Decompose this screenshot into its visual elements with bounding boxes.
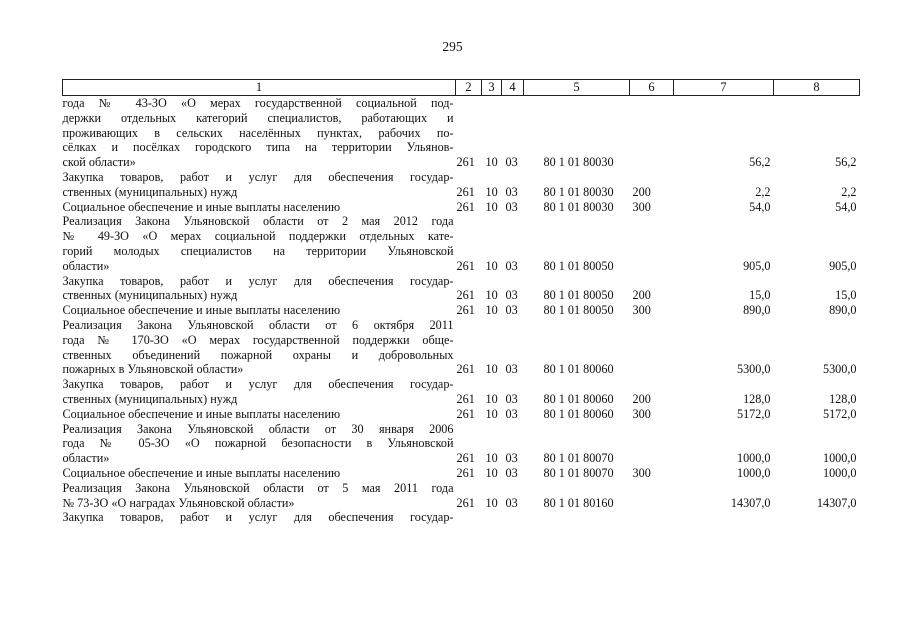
item-name-line: Закупка товаров, работ и услуг для обеспечения государ- [62,377,454,392]
item-name-line: Социальное обеспечение и иные выплаты населению [62,303,341,318]
item-name-cell [63,377,456,407]
table-row [63,377,860,407]
section-cell: 10 [485,391,498,406]
item-name-line: Реализация Закона Ульяновской области от 5 мая 2011 года [62,480,454,495]
section-cell: 10 [485,495,498,510]
amount-col8-cell: 54,0 [835,199,857,214]
expense-type-cell: 200 [632,288,651,303]
expense-type-cell [630,510,674,525]
subsection-cell: 03 [505,465,518,480]
section-cell: 10 [485,155,498,170]
target-article-cell [524,510,630,525]
item-name-line: сёлках и посёлках городского типа на территории Ульянов- [62,140,454,155]
item-name-line: ственных (муниципальных) нужд [62,184,238,199]
expense-type-cell [630,481,674,511]
header-col-1: 1 [63,80,456,96]
target-article-cell: 80 1 01 80060 [543,391,614,406]
admin-code-cell: 261 [456,362,475,377]
target-article-cell: 80 1 01 80050 [543,288,614,303]
expense-type-cell: 200 [632,184,651,199]
subsection-cell: 03 [505,391,518,406]
expense-type-cell: 300 [632,406,651,421]
target-article-cell: 80 1 01 80050 [543,258,614,273]
amount-col7-cell: 2,2 [755,184,771,199]
admin-code-cell: 261 [456,303,475,318]
header-col-7: 7 [674,80,774,96]
expense-type-cell [630,214,674,273]
item-name-line: Социальное обеспечение и иные выплаты населению [62,406,341,421]
header-col-8: 8 [774,80,860,96]
item-name-line: года № 43-ЗО «О мерах государственной социальной под- [62,96,454,110]
amount-col7-cell [674,510,774,525]
subsection-cell: 03 [505,155,518,170]
table-row [63,200,860,215]
admin-code-cell: 261 [456,288,475,303]
item-name-line: Социальное обеспечение и иные выплаты населению [62,465,341,480]
admin-code-cell: 261 [456,495,475,510]
item-name-line: ственных (муниципальных) нужд [62,288,238,303]
target-article-cell: 80 1 01 80030 [543,184,614,199]
amount-col8-cell: 1000,0 [822,451,857,466]
amount-col7-cell: 1000,0 [736,451,771,466]
item-name-cell [63,422,456,466]
item-name-line: Закупка товаров, работ и услуг для обеспечения государ- [62,273,454,288]
header-row [63,80,860,96]
amount-col8-cell: 890,0 [829,303,857,318]
section-cell: 10 [485,258,498,273]
amount-col7-cell: 15,0 [749,288,771,303]
subsection-cell [502,510,524,525]
amount-col8-cell: 56,2 [835,155,857,170]
admin-code-cell: 261 [456,258,475,273]
item-name-cell [63,170,456,200]
expense-type-cell: 300 [632,465,651,480]
table-header [63,80,860,96]
item-name-cell [63,96,456,170]
section-cell: 10 [485,451,498,466]
item-name-line: Реализация Закона Ульяновской области от 6 октября 2011 [62,317,454,332]
table-row [63,466,860,481]
budget-table [62,79,860,525]
header-col-5: 5 [524,80,630,96]
item-name-line: года № 05-ЗО «О пожарной безопасности в Ульяновской [62,436,454,451]
header-col-3: 3 [482,80,502,96]
item-name-line: пожарных в Ульяновской области» [62,362,244,377]
admin-code-cell: 261 [456,465,475,480]
header-col-2: 2 [456,80,482,96]
amount-col7-cell: 1000,0 [736,465,771,480]
expense-type-cell: 200 [632,391,651,406]
subsection-cell: 03 [505,303,518,318]
item-name-line: области» [62,258,110,273]
expense-type-cell: 300 [632,303,651,318]
item-name-line: Реализация Закона Ульяновской области от 30 января 2006 [62,421,454,436]
table-row [63,407,860,422]
target-article-cell: 80 1 01 80050 [543,303,614,318]
table-row [63,303,860,318]
table-row [63,422,860,466]
section-cell: 10 [485,465,498,480]
amount-col7-cell: 54,0 [749,199,771,214]
item-name-cell [63,274,456,304]
section-cell: 10 [485,362,498,377]
item-name-line: горий молодых специалистов на территории Ульяновской [62,243,454,258]
target-article-cell: 80 1 01 80060 [543,406,614,421]
subsection-cell: 03 [505,362,518,377]
page-number: 295 [442,39,463,54]
expense-type-cell [630,318,674,377]
item-name-cell [63,303,456,318]
item-name-line: года № 170-ЗО «О мерах государственной поддержки обще- [62,332,454,347]
target-article-cell: 80 1 01 80160 [543,495,614,510]
subsection-cell: 03 [505,406,518,421]
item-name-line: № 49-ЗО «О мерах социальной поддержки отдельных кате- [62,229,454,244]
amount-col7-cell: 5300,0 [736,362,771,377]
item-name-line: Социальное обеспечение и иные выплаты населению [62,199,341,214]
item-name-line: ственных объединений пожарной охраны и добровольных [62,347,454,362]
admin-code-cell: 261 [456,451,475,466]
item-name-line: ской области» [62,155,136,170]
amount-col7-cell: 5172,0 [736,406,771,421]
expense-type-cell [630,96,674,170]
item-name-cell [63,481,456,511]
subsection-cell: 03 [505,184,518,199]
amount-col8-cell: 15,0 [835,288,857,303]
target-article-cell: 80 1 01 80060 [543,362,614,377]
target-article-cell: 80 1 01 80030 [543,155,614,170]
item-name-line: держки отдельных категорий специалистов, работающих и [62,110,454,125]
admin-code-cell: 261 [456,184,475,199]
expense-type-cell: 300 [632,199,651,214]
admin-code-cell [456,510,482,525]
amount-col7-cell: 128,0 [743,391,771,406]
target-article-cell: 80 1 01 80070 [543,465,614,480]
header-col-6: 6 [630,80,674,96]
subsection-cell: 03 [505,258,518,273]
section-cell [482,510,502,525]
item-name-cell [63,510,456,525]
admin-code-cell: 261 [456,199,475,214]
item-name-cell [63,214,456,273]
target-article-cell: 80 1 01 80030 [543,199,614,214]
item-name-line: Закупка товаров, работ и услуг для обеспечения государ- [62,510,454,525]
amount-col7-cell: 14307,0 [730,495,771,510]
item-name-line: Закупка товаров, работ и услуг для обеспечения государ- [62,169,454,184]
table-row [63,214,860,273]
amount-col8-cell: 905,0 [829,258,857,273]
admin-code-cell: 261 [456,155,475,170]
subsection-cell: 03 [505,451,518,466]
section-cell: 10 [485,406,498,421]
table-body [63,96,860,526]
item-name-cell [63,466,456,481]
subsection-cell: 03 [505,495,518,510]
amount-col8-cell: 5172,0 [822,406,857,421]
table-row [63,318,860,377]
admin-code-cell: 261 [456,406,475,421]
item-name-line: проживающих в сельских населённых пунктах, рабочих по- [62,125,454,140]
amount-col8-cell: 5300,0 [822,362,857,377]
subsection-cell: 03 [505,199,518,214]
item-name-line: Реализация Закона Ульяновской области от 2 мая 2012 года [62,214,454,229]
table-row [63,510,860,525]
subsection-cell: 03 [505,288,518,303]
amount-col8-cell: 128,0 [829,391,857,406]
table-row [63,481,860,511]
expense-type-cell [630,422,674,466]
item-name-cell [63,407,456,422]
item-name-line: области» [62,451,110,466]
amount-col7-cell: 56,2 [749,155,771,170]
table-row [63,170,860,200]
item-name-line: № 73-ЗО «О наградах Ульяновской области» [62,495,295,510]
target-article-cell: 80 1 01 80070 [543,451,614,466]
amount-col8-cell: 2,2 [841,184,857,199]
admin-code-cell: 261 [456,391,475,406]
amount-col8-cell [774,510,860,525]
table-row [63,274,860,304]
item-name-line: ственных (муниципальных) нужд [62,391,238,406]
item-name-cell [63,200,456,215]
header-col-4: 4 [502,80,524,96]
table-row [63,96,860,170]
amount-col8-cell: 14307,0 [816,495,857,510]
item-name-cell [63,318,456,377]
section-cell: 10 [485,303,498,318]
amount-col7-cell: 890,0 [743,303,771,318]
section-cell: 10 [485,288,498,303]
section-cell: 10 [485,184,498,199]
section-cell: 10 [485,199,498,214]
amount-col8-cell: 1000,0 [822,465,857,480]
amount-col7-cell: 905,0 [743,258,771,273]
